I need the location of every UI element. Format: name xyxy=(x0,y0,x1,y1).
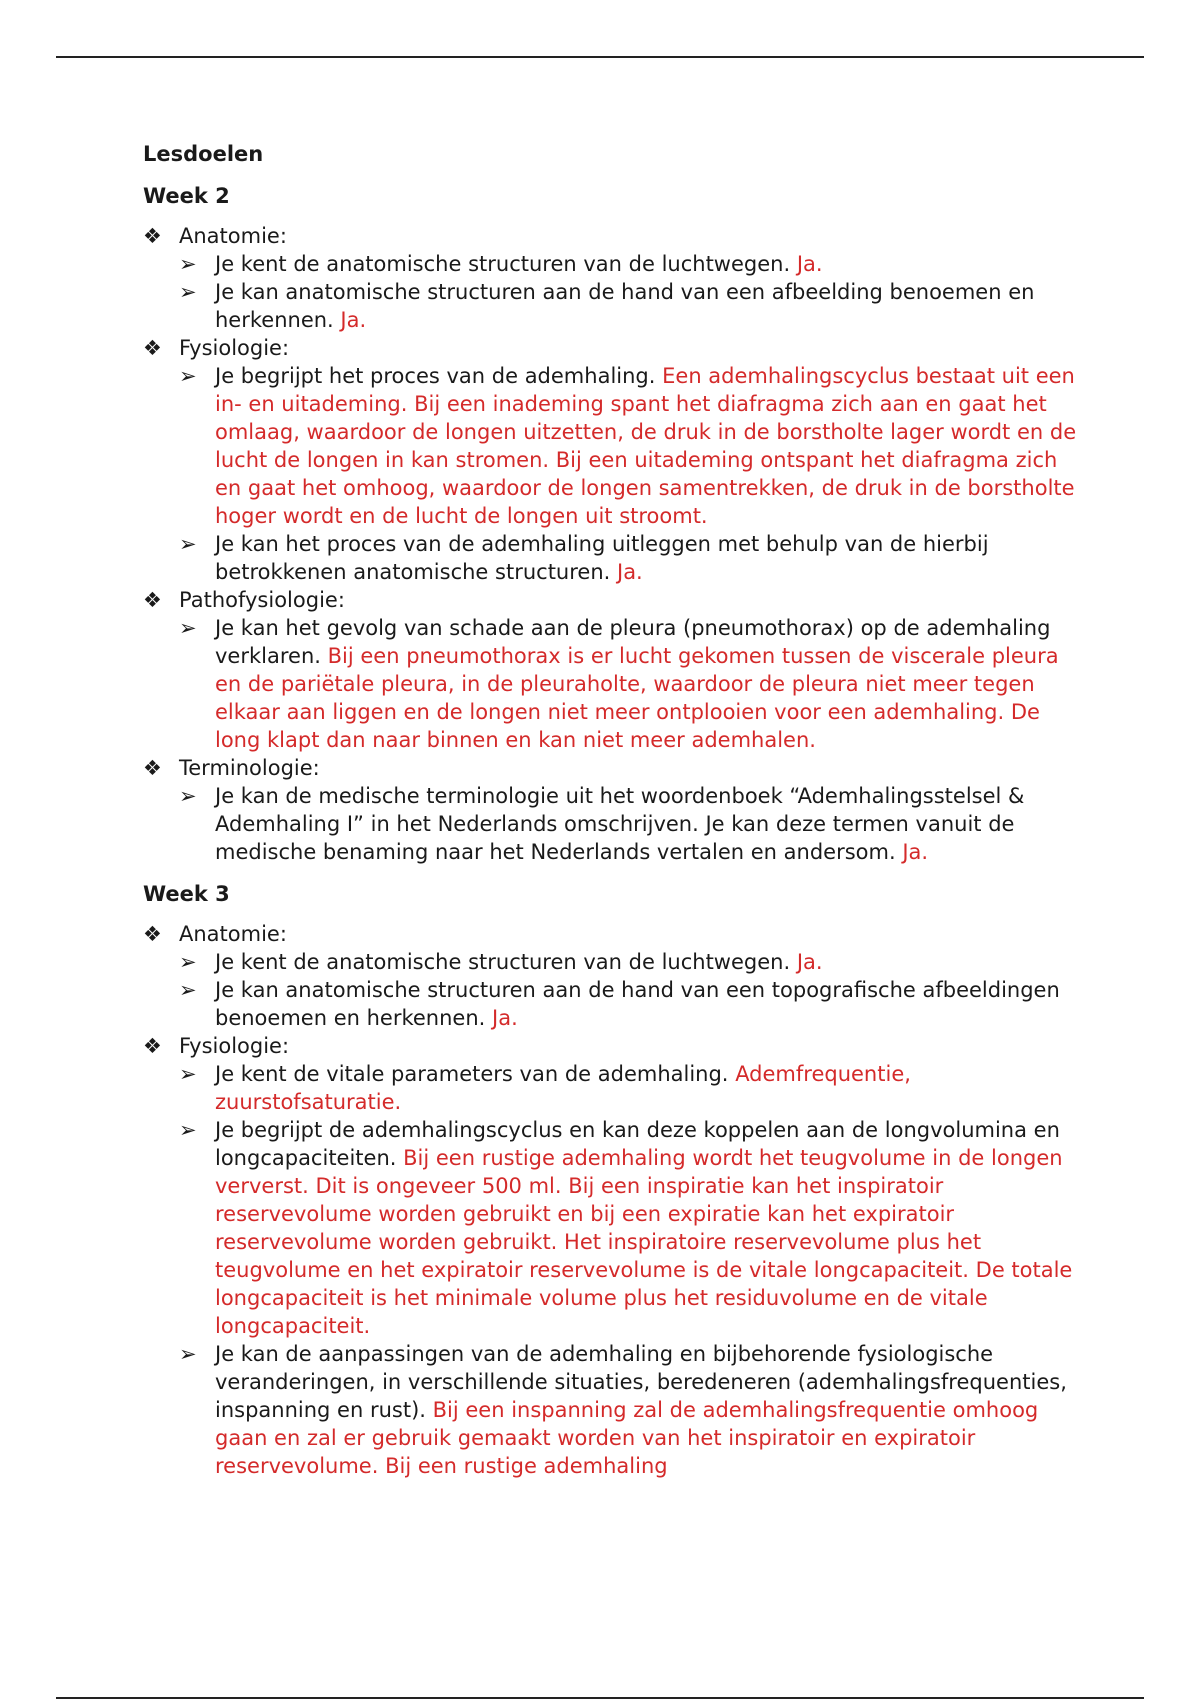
category-label: Pathofysiologie: xyxy=(179,588,345,612)
category-item xyxy=(143,334,1083,362)
arrow-bullet-icon: ➢ xyxy=(179,1062,197,1086)
objective-text: Je kan anatomische structuren aan de hand van een afbeelding benoemen en herkennen. xyxy=(215,280,1035,332)
objective-item xyxy=(143,976,1083,1032)
answer-text: Ja. xyxy=(796,252,823,276)
objective-item xyxy=(143,362,1083,530)
category-item xyxy=(143,920,1083,948)
objective-item xyxy=(143,782,1083,866)
arrow-bullet-icon: ➢ xyxy=(179,364,197,388)
objective-text: Je kan het gevolg van schade aan de pleura (pneumothorax) op de ademhaling verklaren. xyxy=(215,616,1051,668)
header-rule xyxy=(56,56,1144,58)
arrow-bullet-icon: ➢ xyxy=(179,252,197,276)
objective-item xyxy=(143,250,1083,278)
answer-text: Bij een inspanning zal de ademhalingsfrequentie omhoog gaan en zal er gebruik gemaakt worden van het inspiratoir en expiratoir reservevolume. Bij een rustige ademhaling xyxy=(215,1398,1039,1478)
category-label: Fysiologie: xyxy=(179,1034,290,1058)
category-label: Terminologie: xyxy=(179,756,320,780)
objective-text: Je kent de anatomische structuren van de luchtwegen. xyxy=(215,950,791,974)
document-body xyxy=(143,140,1083,1488)
answer-text: Ademfrequentie, zuurstofsaturatie. xyxy=(215,1062,911,1114)
objective-item xyxy=(143,1340,1083,1480)
objective-text: Je kan de aanpassingen van de ademhaling en bijbehorende fysiologische veranderingen, in verschillende situaties, beredeneren (ademhalingsfrequenties, inspanning en rust). xyxy=(215,1342,1067,1422)
objective-text: Je kent de anatomische structuren van de luchtwegen. xyxy=(215,252,791,276)
objective-item xyxy=(143,278,1083,334)
document-title: Lesdoelen xyxy=(143,142,264,166)
arrow-bullet-icon: ➢ xyxy=(179,978,197,1002)
category-label: Anatomie: xyxy=(179,224,287,248)
answer-text: Bij een pneumothorax is er lucht gekomen tussen de viscerale pleura en de pariëtale pleura, in de pleuraholte, waardoor de pleura niet meer tegen elkaar aan liggen en de longen niet meer ontplooien voor een ademhaling. De long klapt dan naar binnen en kan niet meer ademhalen. xyxy=(215,644,1059,752)
answer-text: Ja. xyxy=(902,840,929,864)
category-label: Anatomie: xyxy=(179,922,287,946)
answer-text: Bij een rustige ademhaling wordt het teugvolume in de longen ververst. Dit is ongeveer 500 ml. Bij een inspiratie kan het inspiratoir reservevolume worden gebruikt en bij een expiratie kan het expiratoir reservevolume worden gebruikt. Het inspiratoire reservevolume plus het teugvolume en het expiratoir reservevolume is de vitale longcapaciteit. De totale longcapaciteit is het minimale volume plus het residuvolume en de vitale longcapaciteit. xyxy=(215,1146,1073,1338)
category-item xyxy=(143,754,1083,782)
diamond-bullet-icon: ❖ xyxy=(143,922,162,946)
week-heading: Week 3 xyxy=(143,882,230,906)
diamond-bullet-icon: ❖ xyxy=(143,1034,162,1058)
answer-text: Ja. xyxy=(617,560,643,584)
arrow-bullet-icon: ➢ xyxy=(179,532,197,556)
arrow-bullet-icon: ➢ xyxy=(179,950,197,974)
objective-item xyxy=(143,530,1083,586)
arrow-bullet-icon: ➢ xyxy=(179,784,197,808)
arrow-bullet-icon: ➢ xyxy=(179,280,197,304)
answer-text: Ja. xyxy=(492,1006,518,1030)
objective-text: Je kan het proces van de ademhaling uitleggen met behulp van de hierbij betrokkenen anatomische structuren. xyxy=(215,532,989,584)
objective-item xyxy=(143,1060,1083,1116)
objective-text: Je begrijpt het proces van de ademhaling. xyxy=(215,364,656,388)
objective-item xyxy=(143,1116,1083,1340)
objective-item xyxy=(143,948,1083,976)
answer-text: Een ademhalingscyclus bestaat uit een in- en uitademing. Bij een inademing spant het diafragma zich aan en gaat het omlaag, waardoor de longen uitzetten, de druk in de borstholte lager wordt en de lucht de longen in kan stromen. Bij een uitademing ontspant het diafragma zich en gaat het omhoog, waardoor de longen samentrekken, de druk in de borstholte hoger wordt en de lucht de longen uit stroomt. xyxy=(215,364,1077,528)
objective-text: Je kan anatomische structuren aan de hand van een topografische afbeeldingen benoemen en herkennen. xyxy=(215,978,1060,1030)
category-label: Fysiologie: xyxy=(179,336,290,360)
category-item xyxy=(143,1032,1083,1060)
weeks-container xyxy=(143,182,1083,1480)
category-item xyxy=(143,586,1083,614)
objective-text: Je begrijpt de ademhalingscyclus en kan deze koppelen aan de longvolumina en longcapaciteiten. xyxy=(215,1118,1060,1170)
answer-text: Ja. xyxy=(796,950,823,974)
arrow-bullet-icon: ➢ xyxy=(179,616,197,640)
diamond-bullet-icon: ❖ xyxy=(143,224,162,248)
objective-text: Je kan de medische terminologie uit het woordenboek “Ademhalingsstelsel & Ademhaling I” in het Nederlands omschrijven. Je kan deze termen vanuit de medische benaming naar het Nederlands vertalen en andersom. xyxy=(215,784,1025,864)
footer-rule xyxy=(56,1697,1144,1699)
arrow-bullet-icon: ➢ xyxy=(179,1118,197,1142)
week-section xyxy=(143,880,1083,1480)
answer-text: Ja. xyxy=(340,308,367,332)
diamond-bullet-icon: ❖ xyxy=(143,336,162,360)
diamond-bullet-icon: ❖ xyxy=(143,756,162,780)
week-heading: Week 2 xyxy=(143,184,230,208)
category-item xyxy=(143,222,1083,250)
week-section xyxy=(143,182,1083,866)
arrow-bullet-icon: ➢ xyxy=(179,1342,197,1366)
diamond-bullet-icon: ❖ xyxy=(143,588,162,612)
objective-text: Je kent de vitale parameters van de ademhaling. xyxy=(215,1062,729,1086)
objective-item xyxy=(143,614,1083,754)
